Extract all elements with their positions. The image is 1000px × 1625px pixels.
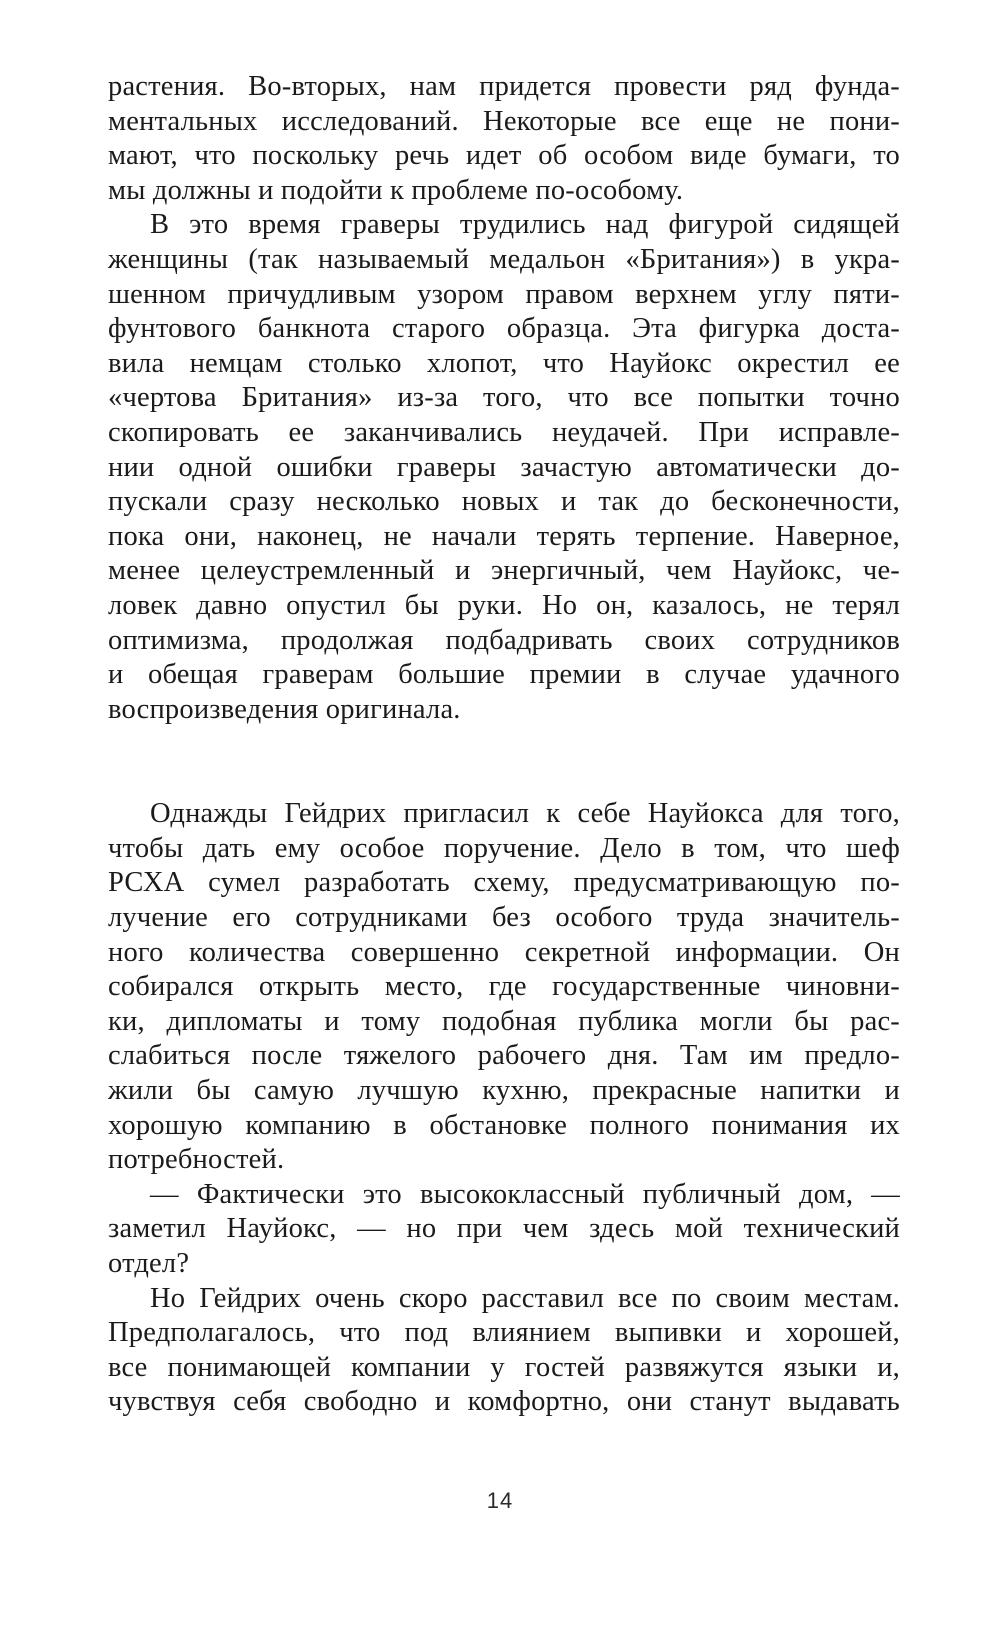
paragraph [108, 797, 900, 1178]
text-line: растения. Во-вторых, нам придется провести ряд фунда- [108, 71, 900, 102]
text-line: жили бы самую лучшую кухню, прекрасные напитки и [108, 1075, 900, 1107]
text-line: отдел? [108, 1248, 190, 1279]
text-line: заметил Науйокс, — но при чем здесь мой технический [108, 1213, 900, 1245]
text-line: нии одной ошибки граверы зачастую автоматически до- [108, 451, 900, 483]
text-line: Но Гейдрих очень скоро расставил все по своим местам. [150, 1282, 900, 1314]
text-line: собирался открыть место, где государственные чиновни- [108, 971, 900, 1003]
text-line: пока они, наконец, не начали терять терпение. Наверное, [108, 520, 900, 552]
text-line: мы должны и подойти к проблеме по-особому. [108, 174, 684, 206]
book-page [108, 70, 900, 1420]
section-break [108, 727, 900, 797]
text-line: лучение его сотрудниками без особого труда значитель- [108, 902, 900, 934]
text-line: Предполагалось, что под влиянием выпивки и хорошей, [108, 1317, 900, 1349]
text-line: ного количества совершенно секретной информации. Он [108, 936, 900, 968]
text-line: женщины (так называемый медальон «Британия») в укра- [108, 243, 900, 275]
text-line: менее целеустремленный и энергичный, чем Науйокс, че- [108, 555, 900, 587]
text-line: Однажды Гейдрих пригласил к себе Науйокса для того, [150, 798, 900, 830]
text-line: — Фактически это высококлассный публичный дом, — [150, 1178, 900, 1210]
text-line: все понимающей компании у гостей развяжутся языки и, [108, 1351, 900, 1383]
paragraph [108, 1178, 900, 1282]
text-line: мают, что поскольку речь идет об особом виде бумаги, то [108, 140, 900, 172]
text-line: ловек давно опустил бы руки. Но он, казалось, не терял [108, 589, 900, 621]
text-line: ментальных исследований. Некоторые все еще не пони- [108, 105, 900, 137]
text-line: шенном причудливым узором правом верхнем углу пяти- [108, 278, 900, 310]
page-number: 14 [486, 1488, 514, 1513]
text-line: и обещая граверам большие премии в случае удачного [108, 659, 900, 691]
text-line: оптимизма, продолжая подбадривать своих сотрудников [108, 624, 900, 656]
text-line: вила немцам столько хлопот, что Науйокс окрестил ее [108, 347, 900, 379]
paragraph [108, 70, 900, 208]
text-line: хорошую компанию в обстановке полного понимания их [108, 1109, 900, 1141]
text-line: чтобы дать ему особое поручение. Дело в том, что шеф [108, 832, 900, 864]
text-line: чувствуя себя свободно и комфортно, они станут выдавать [108, 1386, 900, 1418]
text-line: потребностей. [108, 1144, 285, 1176]
text-line: пускали сразу несколько новых и так до бесконечности, [108, 486, 900, 518]
paragraph [108, 208, 900, 727]
text-line: «чертова Британия» из-за того, что все попытки точно [108, 382, 900, 414]
paragraph [108, 1282, 900, 1420]
text-line: В это время граверы трудились над фигурой сидящей [150, 209, 900, 241]
text-line: фунтового банкнота старого образца. Эта фигурка доста- [108, 313, 900, 345]
text-line: скопировать ее заканчивались неудачей. При исправле- [108, 416, 900, 448]
text-line: воспроизведения оригинала. [108, 693, 461, 725]
text-line: РСХА сумел разработать схему, предусматривающую по- [108, 867, 900, 899]
text-line: ки, дипломаты и тому подобная публика могли бы рас- [108, 1005, 900, 1037]
text-line: слабиться после тяжелого рабочего дня. Там им предло- [108, 1040, 900, 1072]
